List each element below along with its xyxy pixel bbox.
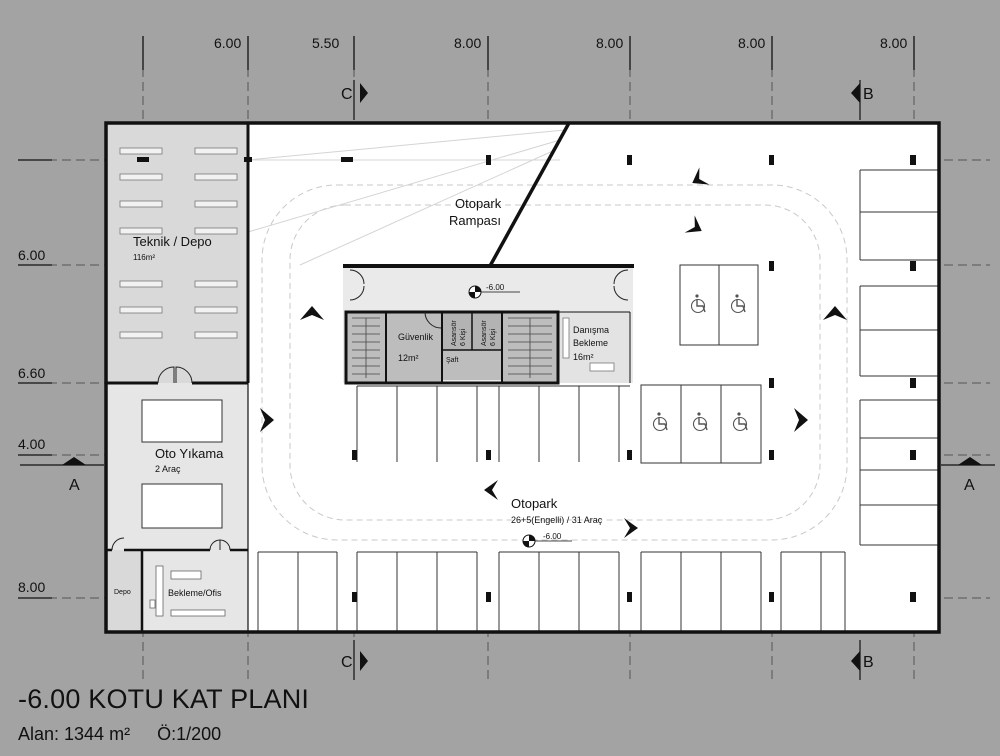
dim-top-4: 8.00: [596, 35, 624, 51]
drawing-area: Alan: 1344 m²: [18, 724, 131, 744]
car-wash-bay: [142, 484, 222, 528]
dim-top-6: 8.00: [880, 35, 908, 51]
level-marker-icon: [469, 286, 481, 298]
otopark-label: Otopark: [511, 496, 558, 511]
guvenlik-area-label: 12m²: [398, 353, 419, 363]
drawing-title: -6.00 KOTU KAT PLANI: [18, 684, 310, 714]
guvenlik-label: Güvenlik: [398, 332, 434, 342]
dim-top-5: 8.00: [738, 35, 766, 51]
level-label-core: -6.00: [486, 283, 505, 292]
oto-yikama-label: Oto Yıkama: [155, 446, 224, 461]
section-b-bottom: B: [863, 654, 874, 671]
ramp-label-1: Otopark: [455, 196, 502, 211]
danisma-area-label: 16m²: [573, 352, 594, 362]
danisma-label: Danışma: [573, 325, 610, 335]
bekleme-ofis-label: Bekleme/Ofis: [168, 588, 222, 598]
teknik-depo-area-label: 116m²: [133, 253, 156, 262]
bekleme-label: Bekleme: [573, 338, 609, 348]
teknik-depo-area: [106, 123, 248, 383]
dim-top-2: 5.50: [312, 35, 340, 51]
guvenlik-room: [386, 312, 442, 383]
otopark-capacity-label: 26+5(Engelli) / 31 Araç: [511, 515, 603, 525]
dim-left-3: 4.00: [18, 436, 46, 452]
ramp-label-2: Rampası: [449, 213, 502, 228]
dim-left-4: 8.00: [18, 579, 46, 595]
asansor-2-label: Asansör: [481, 320, 488, 346]
oto-yikama-sub-label: 2 Araç: [155, 464, 181, 474]
level-label-otopark: -6.00: [543, 532, 562, 541]
teknik-depo-label: Teknik / Depo: [133, 234, 212, 249]
dim-left-2: 6.60: [18, 365, 46, 381]
asansor-2-capacity: 6 Kişi: [490, 328, 497, 346]
saft-label: Şaft: [446, 357, 459, 364]
section-c-bottom: C: [341, 654, 353, 671]
dim-top-3: 8.00: [454, 35, 482, 51]
drawing-scale: Ö:1/200: [157, 724, 222, 744]
car-wash-bay: [142, 400, 222, 442]
asansor-1-label: Asansör: [451, 320, 458, 346]
section-b-top: B: [863, 86, 874, 103]
section-a-right: A: [964, 477, 975, 494]
level-marker-icon: [523, 535, 535, 547]
section-c-top: C: [341, 86, 353, 103]
depo-label: Depo: [114, 589, 131, 596]
drawing-info: [18, 724, 243, 745]
asansor-1-capacity: 6 Kişi: [460, 328, 467, 346]
dim-top-1: 6.00: [214, 35, 242, 51]
dim-left-1: 6.00: [18, 247, 46, 263]
section-a-left: A: [69, 477, 80, 494]
saft-room: [442, 350, 502, 380]
